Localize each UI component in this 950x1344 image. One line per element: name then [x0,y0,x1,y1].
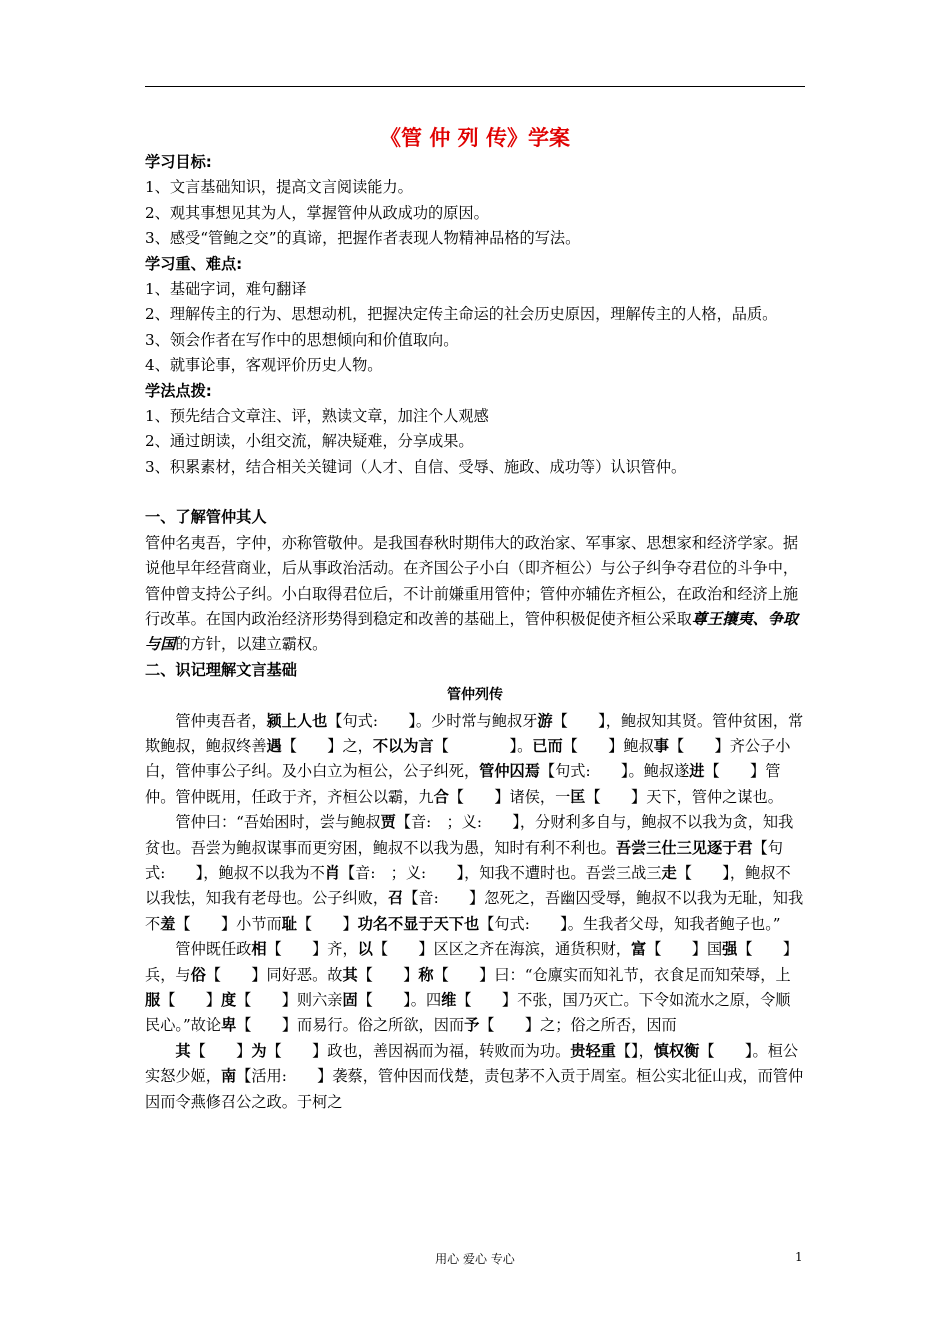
method-item: 3、积累素材，结合相关关键词（人才、自信、受辱、施政、成功等）认识管仲。 [145,457,687,476]
text-span: 【 】管仲。管仲既用，任政于齐，齐桓公以霸，九 [145,762,781,806]
section-one-heading: 一、了解管仲其人 [145,508,267,527]
key-term: 慎权衡 [653,1041,700,1060]
classical-paragraph-1 [145,709,805,811]
text-span: 【 】政也，善因祸而为福，转败而为功。 [266,1041,571,1060]
goal-item: 2、观其事想见其为人，掌握管仲从政成功的原因。 [145,203,489,222]
key-term: 召 [388,889,404,908]
text-span: 【 】兵，与 [145,940,799,984]
key-item: 4、就事论事，客观评价历史人物。 [145,356,383,375]
method-heading: 学法点拨: [145,381,212,400]
policy-emphasis: 尊王攘夷、争取与国 [145,609,799,654]
key-term: 事 [653,736,669,755]
section-one-paragraph [145,531,805,658]
classical-paragraph-3 [145,937,805,1039]
key-term: 不以为言 [372,736,434,755]
goals-heading: 学习目标: [145,153,212,171]
key-term: 强 [722,940,738,959]
key-term: 吾尝三仕三见逐于君 [615,838,753,857]
text-span: 【 】而易行。俗之所欲，因而 [236,1016,465,1035]
text-span: 【 】曰：“仓廪实而知礼节，衣食足而知荣辱，上 [433,965,791,984]
classical-paragraph-2 [145,810,805,937]
key-term: 富 [631,940,647,959]
text-span: 【 】，鲍叔不以我怯，知我有老母也。公子纠败， [145,863,791,908]
key-term: 合 [433,787,449,806]
text-span: 【 】天下，管仲之谋也。 [585,787,783,806]
document-body [145,150,805,1115]
text-span: 管仲曰：“吾始困时，尝与鲍叔 [175,813,381,832]
key-term: 管仲囚焉 [479,762,540,781]
key-term: 走 [661,863,677,882]
text-span: 【 】小节而 [175,914,282,933]
text-span: 【 】之， [281,736,373,755]
text-span: 【句式: 】。鲍叔遂 [539,762,690,781]
text-span: 【 】不张，国乃灭亡。下令如流水之原，令顺民心。”故论 [145,991,791,1035]
key-term: 进 [689,762,705,781]
key-term: 遇 [266,736,282,755]
key-term: 予 [464,1016,480,1035]
text-span: 【句式: 】。少时常与鲍叔牙 [327,711,538,730]
text-span: 【句式: 】。生我者父母，知我者鲍子也。” [479,914,781,933]
key-term: 贾 [380,813,396,832]
text-span: 【活用: 】袭蔡，管仲因而伐楚，责包茅不入贡于周室。桓公实北征山戎，而管仲因而令燕修召公之政。于柯之 [145,1067,804,1111]
text-span: 【 】。 [433,736,533,755]
text-span: 【 】区区之齐在海滨，通货积财， [372,940,632,959]
key-term: 度 [220,991,237,1009]
key-term: 维 [441,991,457,1009]
text-span: 【 】国 [646,940,723,959]
key-term: 称 [418,965,434,984]
key-term: 游 [537,711,553,730]
text-span: 管仲既任政 [175,940,252,959]
text-span: 【音: ；义: 】，分财利多自与，鲍叔不以我为贪，知我贫也。吾尝为鲍叔谋事而更穷困，鲍叔不以我为愚，知时有利不利也。 [145,813,794,857]
key-term: 固 [342,991,358,1009]
key-term: 相 [251,940,267,959]
classical-paragraph-4 [145,1039,805,1115]
key-term: 其 [175,1041,191,1060]
key-term: 匡 [570,787,586,806]
key-term: 以 [357,940,373,959]
text-span: 【 】 [160,991,221,1009]
text-span: 【 】，鲍叔知其贤。管仲贫困，常欺鲍叔，鲍叔终善 [145,711,804,755]
text-span: 【 】诸侯，一 [448,787,571,806]
key-term: 卑 [221,1016,237,1035]
goal-item: 1、文言基础知识，提高文言阅读能力。 [145,178,413,197]
text-span: 【 】齐， [266,940,358,959]
text-span: 【 】。桓公实怒少姬， [145,1041,799,1086]
key-item: 2、理解传主的行为、思想动机，把握决定传主命运的社会历史原因，理解传主的人格，品质。 [145,305,778,324]
text-span: 【 】。四 [357,991,442,1009]
intro-text-end: 的方针，以建立霸权。 [175,635,328,654]
text-span: 【 】齐公子小白，管仲事公子纠。及小白立为桓公，公子纠死， [145,736,791,781]
goal-item: 3、感受“管鲍之交”的真谛，把握作者表现人物精神品格的写法。 [145,229,581,248]
classical-text-title: 管仲列传 [447,687,503,704]
key-term: 为 [251,1041,267,1060]
key-term: 俗 [190,965,206,984]
key-term: 功名不显于天下也 [357,914,480,933]
page-footer: 用心 爱心 专心 [435,1252,515,1266]
key-term: 其 [342,965,358,984]
intro-text: 管仲名夷吾，字仲，亦称管敬仲。是我国春秋时期伟大的政治家、军事家、思想家和经济学家。据说他早年经营商业，后从事政治活动。在齐国公子小白（即齐桓公）与公子纠争夺君位的斗争中，管仲曾支持公子纠。小白取得君位后，不计前嫌重用管仲；管仲亦辅佐齐桓公，在政治和经济上施行改革。在国内政治经济形势得到稳定和改善的基础上，管仲积极促使齐桓公采取 [145,533,799,628]
document-title: 《管 仲 列 传》学案 [380,126,570,150]
key-term: 颍上人也 [266,711,328,730]
text-span: 【音: ；义: 】，知我不遭时也。吾尝三战三 [339,863,662,882]
text-span: 【 】 [357,965,419,984]
header-rule [145,86,805,87]
key-term: 耻 [281,914,297,933]
method-item: 1、预先结合文章注、评，熟读文章，加注个人观感 [145,407,489,426]
spacer [145,480,805,505]
text-span: 【音: 】忽死之，吾幽囚受辱，鲍叔不以我为无耻，知我不 [145,889,804,933]
text-span: 【 】之；俗之所否，因而 [479,1016,677,1035]
method-item: 2、通过朗读，小组交流，解决疑难，分享成果。 [145,432,474,451]
key-term: 羞 [160,914,176,933]
key-item: 3、领会作者在写作中的思想倾向和价值取向。 [145,330,459,349]
text-span: 管仲夷吾者， [175,711,267,730]
key-term: 服 [145,991,161,1009]
page-number: 1 [795,1250,803,1264]
key-heading: 学习重、难点: [145,254,243,273]
key-term: 肖 [324,863,340,882]
text-span: 【 】 [190,1041,252,1060]
text-span: 】， [631,1041,654,1060]
text-span: 【 [615,1041,632,1060]
key-item: 1、基础字词，难句翻译 [145,280,307,299]
text-span: 【 】鲍叔 [562,736,654,755]
key-term: 贵轻重 [570,1041,616,1060]
key-term: 已而 [532,736,563,755]
key-term: 南 [220,1067,237,1086]
text-span: 【 】同好恶。故 [205,965,343,984]
text-span: 【 】 [296,914,358,933]
section-two-heading: 二、识记理解文言基础 [145,660,297,679]
text-span: 【句式: 】，鲍叔不以我为不 [145,838,783,882]
text-span: 【 】则六亲 [236,991,343,1009]
